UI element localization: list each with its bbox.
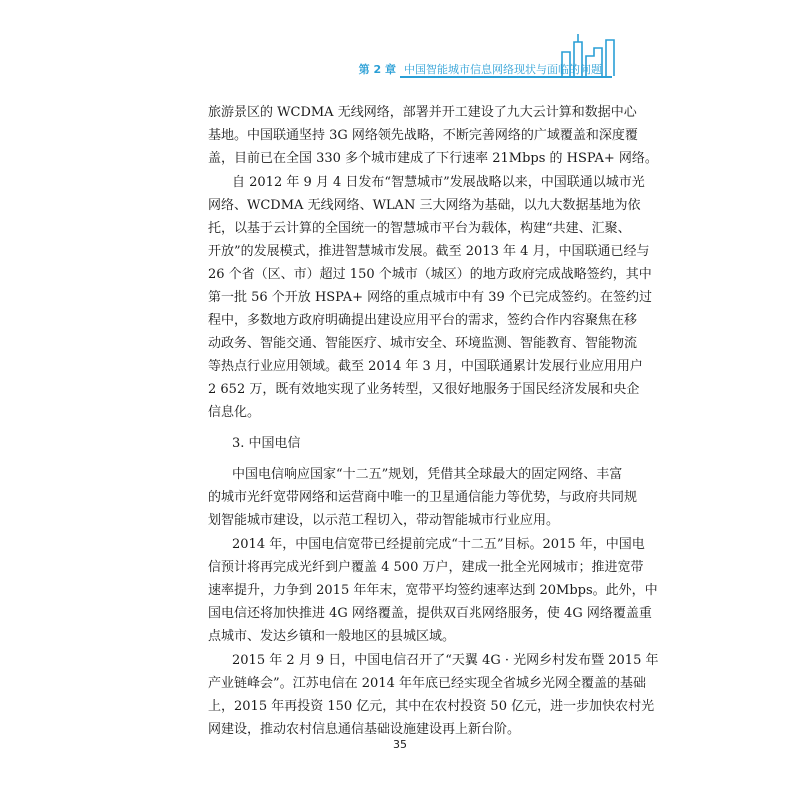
text-line: 速率提升，力争到 2015 年年末，宽带平均签约速率达到 20Mbps。此外，中 bbox=[208, 583, 658, 598]
text-line: 开放”的发展模式，推进智慧城市发展。截至 2013 年 4 月，中国联通已经与 bbox=[208, 244, 650, 259]
text-line: 点城市、发达乡镇和一般地区的县城区域。 bbox=[208, 629, 456, 644]
paragraph bbox=[208, 533, 658, 648]
text-line: 第一批 56 个开放 HSPA+ 网络的重点城市中有 39 个已完成签约。在签约过 bbox=[208, 290, 652, 305]
text-line: 自 2012 年 9 月 4 日发布“智慧城市”发展战略以来，中国联通以城市光 bbox=[232, 175, 645, 190]
paragraph bbox=[208, 101, 658, 170]
text-line: 2 652 万，既有效地实现了业务转型，又很好地服务于国民经济发展和央企 bbox=[208, 382, 640, 397]
text-line: 托，以基于云计算的全国统一的智慧城市平台为载体，构建“共建、汇聚、 bbox=[208, 221, 631, 236]
text-line: 26 个省（区、市）超过 150 个城市（城区）的地方政府完成战略签约，其中 bbox=[208, 267, 652, 282]
text-line: 国电信还将加快推进 4G 网络覆盖，提供双百兆网络服务，使 4G 网络覆盖重 bbox=[208, 606, 652, 621]
text-line: 等热点行业应用领域。截至 2014 年 3 月，中国联通累计发展行业应用用户 bbox=[208, 359, 643, 374]
text-line: 旅游景区的 WCDMA 无线网络，部署并开工建设了九大云计算和数据中心 bbox=[208, 105, 637, 120]
text-line: 中国电信响应国家“十二五”规划，凭借其全球最大的固定网络、丰富 bbox=[232, 467, 623, 482]
text-line: 基地。中国联通坚持 3G 网络领先战略，不断完善网络的广域覆盖和深度覆 bbox=[208, 128, 638, 143]
text-line: 动政务、智能交通、智能医疗、城市安全、环境监测、智能教育、智能物流 bbox=[208, 336, 638, 351]
text-line: 网建设，推动农村信息通信基础设施建设再上新台阶。 bbox=[208, 722, 521, 737]
text-line: 的城市光纤宽带网络和运营商中唯一的卫星通信能力等优势，与政府共同规 bbox=[208, 490, 638, 505]
text-line: 产业链峰会”。江苏电信在 2014 年年底已经实现全省城乡光网全覆盖的基础 bbox=[208, 676, 646, 691]
chapter-number: 第 2 章 bbox=[358, 63, 396, 76]
paragraph bbox=[208, 171, 652, 424]
running-header bbox=[0, 0, 800, 80]
paragraph bbox=[208, 463, 638, 532]
chapter-name: 中国智能城市信息网络现状与面临的问题 bbox=[404, 63, 602, 76]
text-line: 上，2015 年再投资 150 亿元，其中在农村投资 50 亿元，进一步加快农村光 bbox=[208, 699, 655, 714]
body-text bbox=[208, 101, 659, 742]
section-heading: 3. 中国电信 bbox=[232, 436, 301, 451]
text-line: 网络、WCDMA 无线网络、WLAN 三大网络为基础，以九大数据基地为依 bbox=[208, 198, 641, 213]
text-line: 2015 年 2 月 9 日，中国电信召开了“天翼 4G · 光网乡村发布暨 2015 年 bbox=[232, 653, 659, 668]
header-rule bbox=[400, 76, 612, 78]
text-line: 程中，多数地方政府明确提出建设应用平台的需求，签约合作内容聚焦在移 bbox=[208, 313, 638, 328]
text-line: 2014 年，中国电信宽带已经提前完成“十二五”目标。2015 年，中国电 bbox=[232, 537, 645, 552]
chapter-title bbox=[359, 61, 602, 77]
text-line: 划智能城市建设，以示范工程切入，带动智能城市行业应用。 bbox=[208, 513, 560, 528]
text-line: 盖，目前已在全国 330 多个城市建成了下行速率 21Mbps 的 HSPA+ 网络。 bbox=[208, 151, 658, 166]
paragraph bbox=[208, 649, 659, 741]
text-line: 信息化。 bbox=[208, 405, 261, 420]
text-line: 信预计将再完成光纤到户覆盖 4 500 万户，建成一批全光网城市；推进宽带 bbox=[208, 560, 644, 575]
page-number: 35 bbox=[393, 738, 407, 751]
